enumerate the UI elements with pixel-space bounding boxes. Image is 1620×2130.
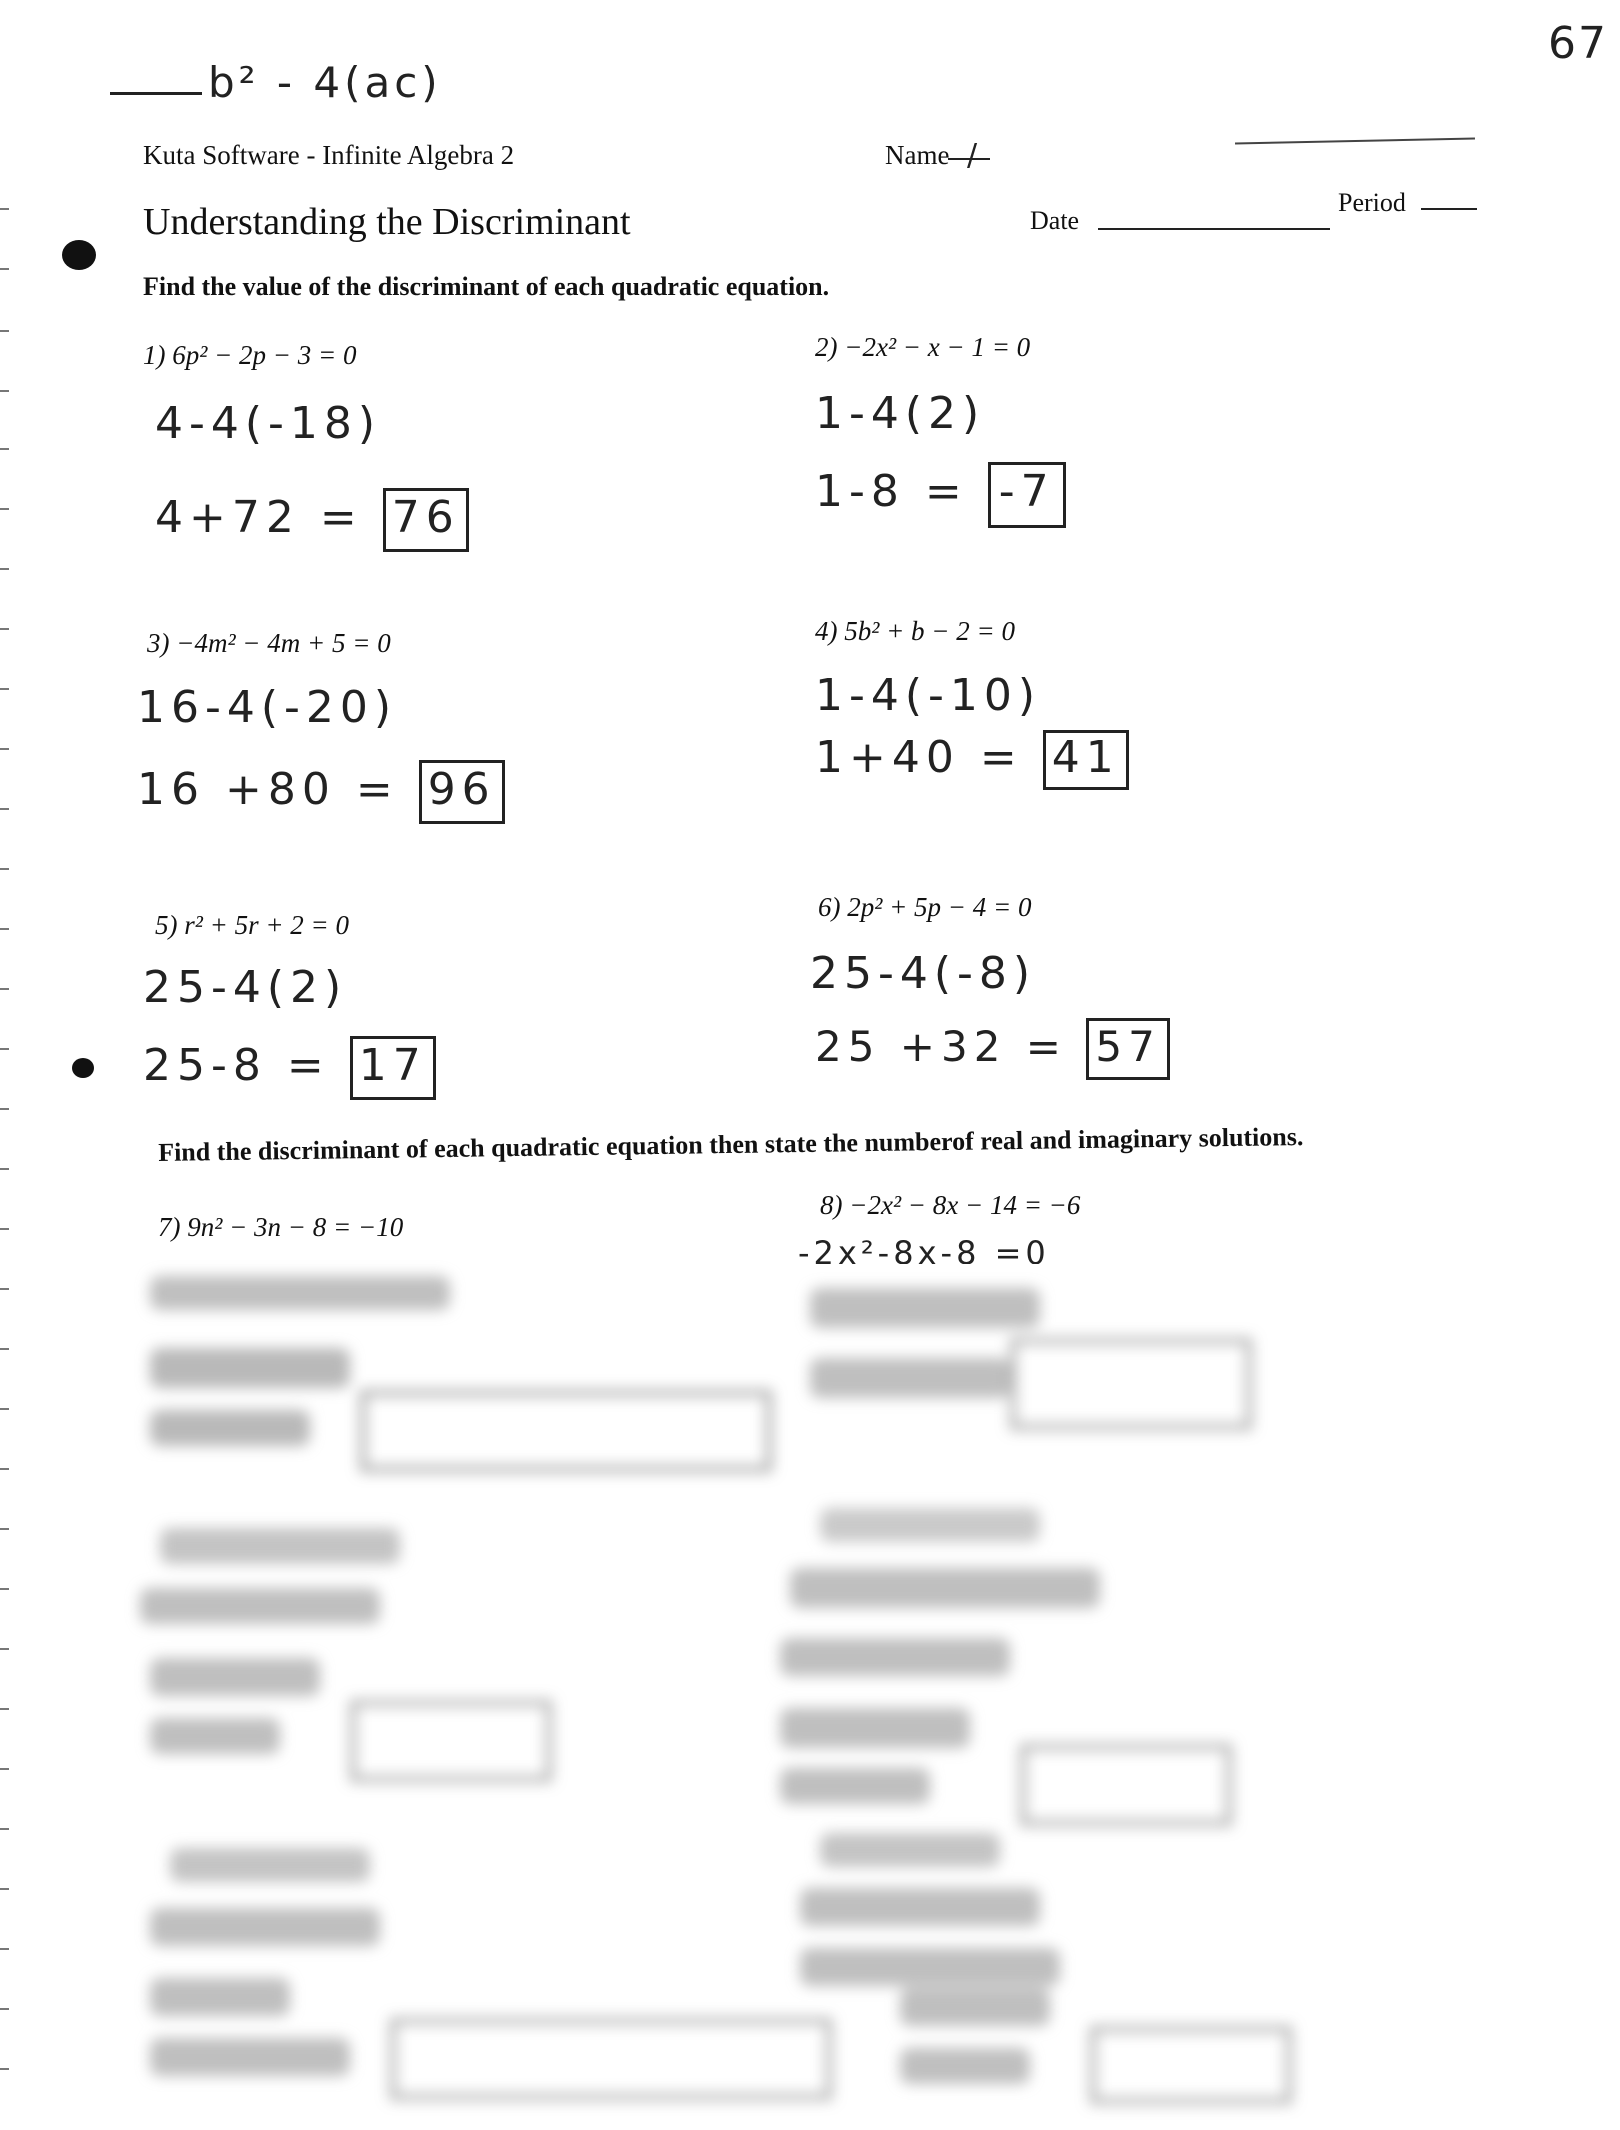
margin-tick bbox=[0, 2008, 9, 2010]
name-mark: / bbox=[967, 138, 978, 173]
problem-1-step2-text: 4+72 = bbox=[155, 492, 363, 543]
margin-tick bbox=[0, 390, 9, 392]
margin-tick bbox=[0, 208, 9, 210]
binder-hole-dot bbox=[62, 240, 96, 270]
section1-instruction: Find the value of the discriminant of each quadratic equation. bbox=[143, 272, 830, 301]
problem-6-step1: 25-4(-8) bbox=[810, 948, 1037, 999]
problem-2-equation: 2) −2x² − x − 1 = 0 bbox=[815, 332, 1031, 362]
margin-tick bbox=[0, 330, 9, 332]
problem-4-step2-text: 1+40 = bbox=[815, 732, 1023, 783]
top-note: b² - 4(ac) bbox=[208, 58, 442, 107]
margin-tick bbox=[0, 1168, 9, 1170]
margin-tick bbox=[0, 2068, 9, 2070]
binder-hole-dot bbox=[72, 1058, 94, 1078]
problem-8-step: -2x²-8x-8 =0 bbox=[798, 1234, 1050, 1264]
problem-5-step2-text: 25-8 = bbox=[143, 1040, 330, 1091]
margin-tick bbox=[0, 1588, 9, 1590]
margin-tick bbox=[0, 268, 9, 270]
margin-tick bbox=[0, 1648, 9, 1650]
name-line bbox=[948, 158, 990, 160]
problem-6-answer-box: 57 bbox=[1086, 1018, 1169, 1080]
problem-6-step2-text: 25 +32 = bbox=[815, 1022, 1067, 1071]
margin-tick bbox=[0, 1768, 9, 1770]
problem-7-equation: 7) 9n² − 3n − 8 = −10 bbox=[158, 1212, 404, 1242]
margin-tick bbox=[0, 928, 9, 930]
problem-1-equation: 1) 6p² − 2p − 3 = 0 bbox=[143, 340, 357, 370]
period-line bbox=[1421, 208, 1477, 210]
period-label: Period bbox=[1338, 188, 1406, 217]
problem-2-step2 bbox=[815, 462, 1066, 528]
page-title: Understanding the Discriminant bbox=[143, 201, 631, 243]
margin-tick bbox=[0, 568, 9, 570]
margin-tick bbox=[0, 868, 9, 870]
top-note-dash bbox=[110, 92, 202, 95]
margin-tick bbox=[0, 1528, 9, 1530]
problem-4-step2 bbox=[815, 730, 1129, 790]
date-label: Date bbox=[1030, 206, 1080, 235]
margin-tick bbox=[0, 1468, 9, 1470]
problem-8-equation: 8) −2x² − 8x − 14 = −6 bbox=[820, 1190, 1081, 1220]
margin-tick bbox=[0, 1348, 9, 1350]
margin-tick bbox=[0, 1948, 9, 1950]
margin-tick bbox=[0, 1048, 9, 1050]
name-label: Name bbox=[885, 140, 950, 170]
section2-instruction: Find the discriminant of each quadratic equation then state the numberof real and imaginary solutions. bbox=[158, 1122, 1304, 1167]
problem-3-equation: 3) −4m² − 4m + 5 = 0 bbox=[147, 628, 391, 658]
problem-2-answer-box: -7 bbox=[988, 462, 1066, 528]
name-line-right bbox=[1235, 137, 1475, 144]
problem-5-equation: 5) r² + 5r + 2 = 0 bbox=[155, 910, 350, 940]
problem-1-step1: 4-4(-18) bbox=[155, 398, 382, 449]
margin-tick bbox=[0, 1888, 9, 1890]
margin-tick bbox=[0, 448, 9, 450]
problem-1-answer-box: 76 bbox=[383, 488, 469, 552]
problem-3-step2 bbox=[137, 760, 505, 824]
problem-6-equation: 6) 2p² + 5p − 4 = 0 bbox=[818, 892, 1032, 922]
problem-4-step1: 1-4(-10) bbox=[815, 670, 1042, 721]
margin-tick bbox=[0, 688, 9, 690]
margin-tick bbox=[0, 1708, 9, 1710]
publisher-label: Kuta Software - Infinite Algebra 2 bbox=[143, 140, 515, 170]
problem-5-step2 bbox=[143, 1036, 436, 1100]
margin-tick bbox=[0, 628, 9, 630]
margin-tick bbox=[0, 748, 9, 750]
margin-tick bbox=[0, 1288, 9, 1290]
margin-tick bbox=[0, 988, 9, 990]
problem-3-step2-text: 16 +80 = bbox=[137, 764, 399, 815]
margin-tick bbox=[0, 1828, 9, 1830]
margin-tick bbox=[0, 508, 9, 510]
problem-5-answer-box: 17 bbox=[350, 1036, 436, 1100]
problem-2-step1: 1-4(2) bbox=[815, 388, 986, 439]
date-line bbox=[1098, 228, 1330, 230]
problem-4-answer-box: 41 bbox=[1043, 730, 1129, 790]
problem-4-equation: 4) 5b² + b − 2 = 0 bbox=[815, 616, 1015, 646]
problem-3-step1: 16-4(-20) bbox=[137, 682, 398, 733]
margin-tick bbox=[0, 1108, 9, 1110]
margin-tick bbox=[0, 1228, 9, 1230]
corner-grade-mark: 67 bbox=[1548, 18, 1608, 69]
problem-2-step2-text: 1-8 = bbox=[815, 466, 968, 517]
margin-tick bbox=[0, 1408, 9, 1410]
blurred-work-region bbox=[130, 1268, 1280, 2098]
problem-3-answer-box: 96 bbox=[419, 760, 505, 824]
problem-5-step1: 25-4(2) bbox=[143, 962, 348, 1013]
margin-tick bbox=[0, 808, 9, 810]
problem-6-step2 bbox=[815, 1018, 1170, 1080]
problem-1-step2 bbox=[155, 488, 469, 552]
